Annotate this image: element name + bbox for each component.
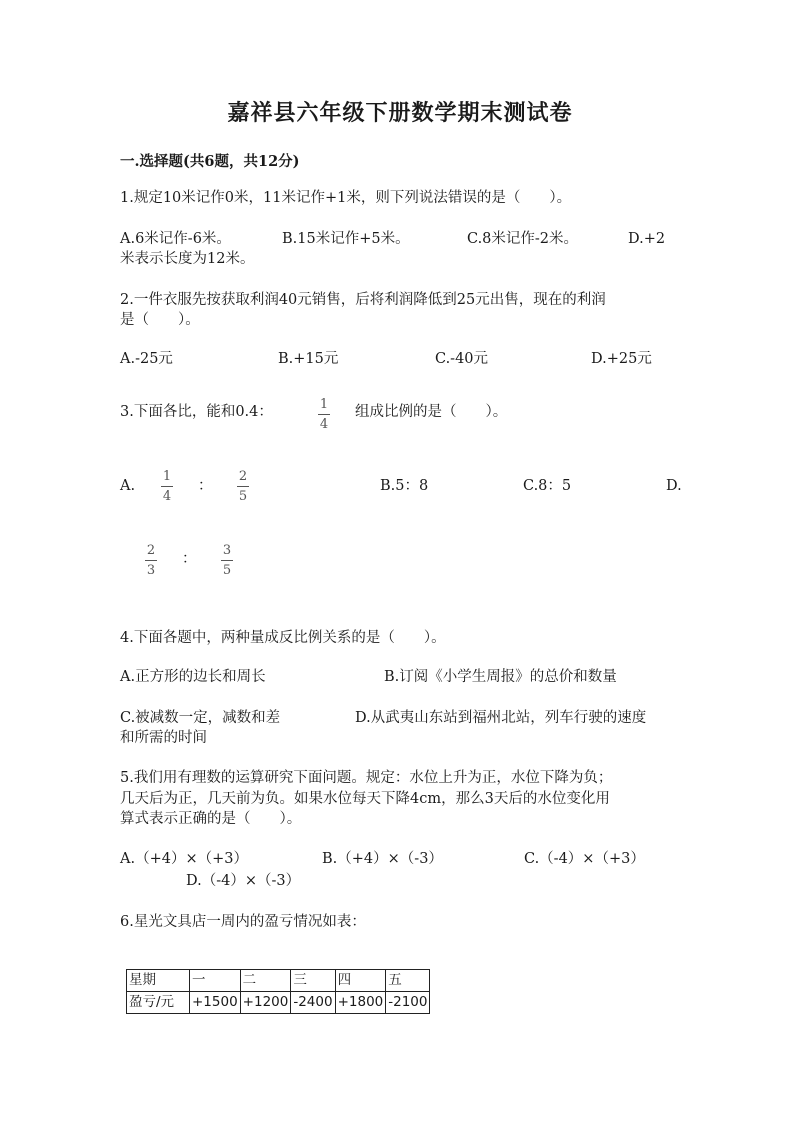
table-header-row [127, 970, 430, 992]
table-cell: -2100 [386, 992, 430, 1014]
q1-option-d: D.+2 [628, 231, 666, 247]
q3-option-a-label: A. [120, 478, 136, 494]
q5-stem-line2: 几天后为正，几天前为负。如果水位每天下降4cm，那么3天后的水位变化用 [120, 791, 610, 807]
q1-option-b: B.15米记作+5米。 [282, 231, 410, 247]
q5-option-a: A.（+4）×（+3） [120, 851, 248, 867]
section-heading: 一.选择题(共6题，共12分) [120, 153, 300, 170]
page-title: 嘉祥县六年级下册数学期末测试卷 [227, 100, 573, 126]
q4-option-a: A.正方形的边长和周长 [120, 669, 266, 685]
profit-loss-table [126, 969, 430, 1014]
q2-stem-line2: 是（ ）。 [120, 312, 200, 328]
q4-option-d-cont: 和所需的时间 [120, 730, 207, 746]
fraction-numerator: 1 [319, 397, 329, 412]
fraction-bar [318, 414, 330, 415]
q3-option-d-fraction-1 [145, 543, 157, 578]
fraction-numerator: 3 [222, 543, 232, 558]
q4-option-b: B.订阅《小学生周报》的总价和数量 [384, 669, 617, 685]
q2-stem-line1: 2.一件衣服先按获取利润40元销售，后将利润降低到25元出售，现在的利润 [120, 292, 606, 308]
q1-option-a: A.6米记作-6米。 [120, 231, 231, 247]
q5-stem-line3: 算式表示正确的是（ ）。 [120, 811, 302, 827]
q1-option-c: C.8米记作-2米。 [467, 231, 579, 247]
table-cell: -2400 [291, 992, 335, 1014]
q3-option-a-fraction-2 [237, 469, 249, 504]
fraction-denominator: 5 [222, 563, 232, 578]
q5-option-b: B.（+4）×（-3） [322, 851, 443, 867]
q3-option-a-fraction-1 [161, 469, 173, 504]
fraction-denominator: 4 [319, 417, 329, 432]
table-header-cell: 四 [335, 970, 386, 992]
q6-stem: 6.星光文具店一周内的盈亏情况如表： [120, 914, 366, 930]
fraction-bar [221, 560, 233, 561]
q5-option-c: C.（-4）×（+3） [524, 851, 645, 867]
q5-option-d: D.（-4）×（-3） [186, 873, 301, 889]
q3-stem-pre: 3.下面各比，能和0.4： [120, 404, 273, 420]
q4-stem: 4.下面各题中，两种量成反比例关系的是（ ）。 [120, 630, 446, 646]
q2-option-b: B.+15元 [278, 351, 339, 367]
table-header-cell: 五 [386, 970, 430, 992]
q3-option-b: B.5：8 [380, 478, 429, 494]
table-cell: +1200 [240, 992, 291, 1014]
q3-option-a-colon: ： [198, 478, 213, 494]
q4-option-d: D.从武夷山东站到福州北站，列车行驶的速度 [355, 710, 647, 726]
fraction-bar [145, 560, 157, 561]
q3-option-d-label: D. [666, 478, 682, 494]
q5-stem-line1: 5.我们用有理数的运算研究下面问题。规定：水位上升为正，水位下降为负； [120, 770, 613, 786]
q2-option-c: C.-40元 [435, 351, 489, 367]
q3-option-d-fraction-2 [221, 543, 233, 578]
table-cell: +1800 [335, 992, 386, 1014]
fraction-denominator: 5 [238, 489, 248, 504]
q2-option-d: D.+25元 [591, 351, 652, 367]
table-cell: 盈亏/元 [127, 992, 190, 1014]
table-header-cell: 星期 [127, 970, 190, 992]
q3-stem-fraction [318, 397, 330, 432]
table-header-cell: 二 [240, 970, 291, 992]
table-cell: +1500 [190, 992, 241, 1014]
fraction-numerator: 2 [238, 469, 248, 484]
fraction-numerator: 2 [146, 543, 156, 558]
q2-option-a: A.-25元 [120, 351, 173, 367]
q1-option-d-cont: 米表示长度为12米。 [120, 251, 255, 267]
q3-option-c: C.8：5 [523, 478, 572, 494]
fraction-denominator: 4 [162, 489, 172, 504]
q3-option-d-colon: ： [182, 551, 197, 567]
table-header-cell: 三 [291, 970, 335, 992]
fraction-bar [161, 486, 173, 487]
table-header-cell: 一 [190, 970, 241, 992]
q3-stem-post: 组成比例的是（ ）。 [355, 404, 508, 420]
q4-option-c: C.被减数一定，减数和差 [120, 710, 281, 726]
fraction-numerator: 1 [162, 469, 172, 484]
table-row [127, 992, 430, 1014]
fraction-denominator: 3 [146, 563, 156, 578]
fraction-bar [237, 486, 249, 487]
q1-stem: 1.规定10米记作0米，11米记作+1米，则下列说法错误的是（ ）。 [120, 190, 572, 206]
